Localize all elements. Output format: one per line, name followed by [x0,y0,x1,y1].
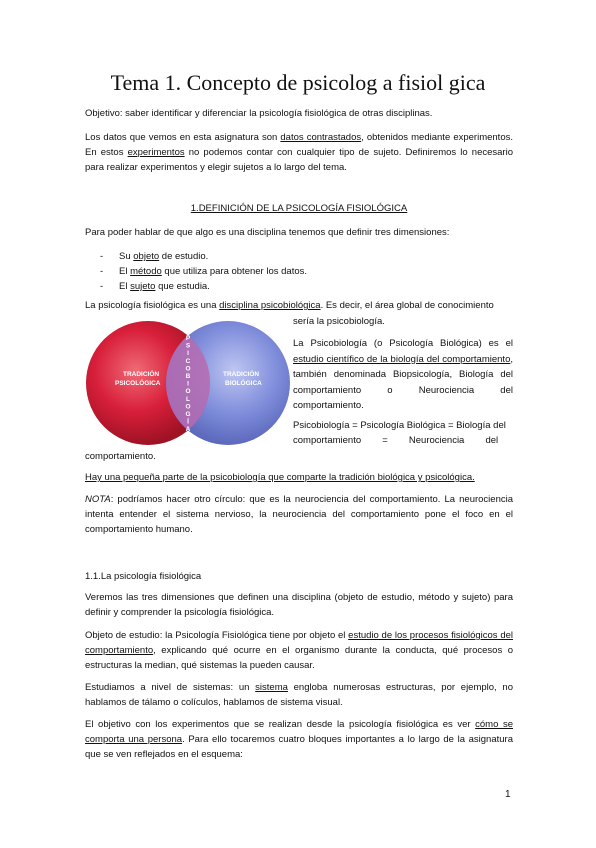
nota-label: NOTA [85,494,111,505]
bullet-underline: sujeto [130,281,156,292]
center-letter: O [185,403,191,411]
bullet-dash: - [100,281,104,292]
objetivo-underline: cómo se comporta una persona [85,719,513,745]
section-heading-1-1: 1.1.La psicología fisiológica [85,571,202,582]
bullet-text: Su [119,251,134,262]
section-heading-1-text: 1.DEFINICIÓN DE LA PSICOLOGÍA FISIOLÓGICA [190,203,408,214]
intro-text-2: , obtenidos mediante experimentos. En estos [85,132,513,158]
sistemas-text: Estudiamos a nivel de sistemas: un [85,682,256,693]
psico-paragraph [85,298,513,313]
psicobio-paragraph [293,336,513,414]
dimensions-list [100,249,307,294]
list-item [100,279,307,294]
center-letter: L [186,395,190,403]
objeto-text: , explicando qué ocurre en el organismo durante la conducta, qué procesos o estructuras la median, qué sistemas la pueden causar. [85,645,513,671]
sistemas-underline: sistema [255,682,288,693]
center-letter: P [185,335,191,342]
psico-line2: sería la psicobiología. [293,316,385,327]
intro-text-1: Los datos que vemos en esta asignatura son [85,132,281,143]
psico-underline: disciplina psicobiológica [219,300,321,311]
psico-text: . Es decir, el área global de conocimiento [320,300,494,311]
sistemas-text: engloba numerosas estructuras, por ejemplo, no hablamos de tálamo o colículos, hablamos de sistema visual. [85,682,514,708]
center-letter: Í [187,418,189,426]
bullet-text: que estudia. [155,281,210,292]
center-letter: O [185,388,191,396]
bullet-underline: método [130,266,162,277]
objective-text: Objetivo: saber identificar y diferenciar la psicología fisiológica de otras disciplinas. [85,108,433,119]
objeto-paragraph [85,628,513,673]
bullet-text: El [119,281,131,292]
bullet-dash: - [100,251,104,262]
bullet-text: de estudio. [159,251,209,262]
bullet-underline: objeto [133,251,160,262]
nota-paragraph [85,492,513,537]
objetivo-text: El objetivo con los experimentos que se realizan desde la psicología fisiológica es ver [85,719,476,730]
page-title: Tema 1. Concepto de psicolog a fisiol gica [110,70,486,95]
objetivo-paragraph [85,717,513,762]
left-label-1: TRADICIÓN [123,371,160,378]
small-part-text [85,470,513,485]
small-part-underline: Hay una pequeña parte de la psicobiología que comparte la tradición biológica y psicológica. [85,472,475,483]
objeto-text: Objeto de estudio: la Psicología Fisiológica tiene por objeto el [85,630,349,641]
dimensions-intro: Para poder hablar de que algo es una disciplina tenemos que definir tres dimensiones: [85,227,450,238]
intro-text-3: no podemos contar con cualquier tipo de sujeto. Definiremos lo necesario para realizar experimentos y elegir sujetos a lo largo del tema. [85,147,513,173]
intro-underline-2: experimentos [127,147,185,158]
bullet-dash: - [100,266,104,277]
center-letter: G [185,411,191,418]
psicobio-text: La Psicobiología (o Psicología Biológica) es el [293,338,513,349]
list-item [100,264,307,279]
bullet-text: que utiliza para obtener los datos. [161,266,308,277]
equation-line-1: Psicobiología = Psicología Biológica = Biología del [293,420,506,431]
center-letter: A [185,426,191,434]
intro-underline-1: datos contrastados [280,132,362,143]
psicobio-text: , también denominada Biopsicología, Biología del comportamiento o Neurociencia del comportamiento. [293,353,513,411]
center-letter: B [185,373,191,380]
venn-diagram [85,318,290,448]
bullet-text: El [119,266,131,277]
center-letter: O [185,365,191,373]
center-letter: I [187,350,189,358]
equation-line-2: comportamiento = Neurociencia del [293,435,499,446]
section-heading-1 [85,201,513,216]
equation-continuation: comportamiento. [85,451,156,462]
intro-paragraph [85,130,513,175]
center-letter: C [185,357,191,365]
objetivo-text: . Para ello tocaremos cuatro bloques importantes a lo largo de la asignatura que se ven reflejados en el esquema: [85,734,513,760]
veremos-paragraph: Veremos las tres dimensiones que definen una disciplina (objeto de estudio, método y sujeto) para definir y comprender la psicología fisiológica. [85,592,513,618]
nota-text: : podríamos hacer otro círculo: que es la neurociencia del comportamiento. La neurociencia intenta entender el sistema nervioso, la neurociencia del comportamiento pone el foco en el comportamiento humano. [85,494,513,535]
page-number: 1 [505,789,511,800]
left-label-2: PSICOLÓGICA [115,380,161,387]
center-letter: I [187,380,189,388]
sistemas-paragraph [85,680,513,710]
psico-text: La psicología fisiológica es una [85,300,220,311]
psicobio-underline: estudio científico de la biología del comportamiento [293,353,511,365]
objeto-underline: estudio de los procesos fisiológicos del comportamiento [85,630,513,656]
right-label-2: BIOLÓGICA [225,380,262,387]
right-label-1: TRADICIÓN [223,371,260,378]
center-letter: S [185,342,191,350]
list-item [100,249,307,264]
